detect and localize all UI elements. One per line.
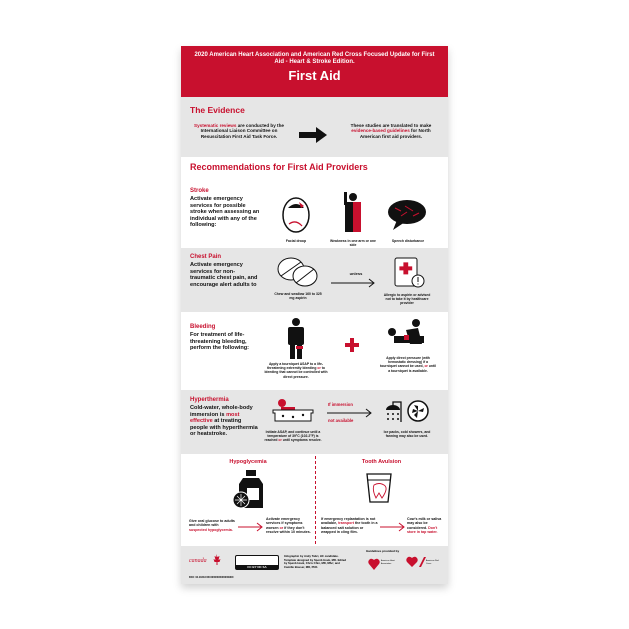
hypoglycemia-right-or: or: [279, 525, 284, 530]
arrow-right-icon: [331, 278, 376, 288]
arrow-label-top: If immersion: [328, 402, 353, 407]
arrow-right-icon: [299, 127, 327, 143]
stroke-caption-1: Facial droop: [285, 239, 307, 243]
tooth-right-red: Don't store in tap water.: [407, 525, 438, 535]
tooth-left-b: the tooth in a balanced salt solution or wrapped in cling film.: [321, 521, 378, 535]
glucose-bottle-icon: [231, 470, 267, 510]
fan-icon: [407, 400, 429, 422]
hypoglycemia-right-b: if they don't resolve within 10 minutes.: [266, 525, 311, 535]
plus-icon: [345, 338, 359, 352]
arc-label: American Red Cross: [426, 560, 439, 565]
tooth-left-a: If emergency replantation is not available,: [321, 517, 376, 526]
hyperthermia-text-red: most effective: [190, 411, 240, 425]
arc-heart-logo-icon: [406, 556, 426, 568]
shower-icon: [383, 398, 403, 424]
header: [181, 46, 448, 97]
hyperthermia-section: [181, 390, 448, 454]
unless-label: unless: [349, 271, 363, 276]
bottom-section: [181, 456, 448, 546]
hypoglycemia-left-text: [189, 519, 235, 532]
hypoglycemia-right-a: Activate emergency services if symptoms worsen: [266, 517, 303, 530]
stroke-caption-3: Speech disturbance: [391, 239, 425, 243]
canada-logo: canada: [189, 558, 207, 564]
hyperthermia-caption-1: [264, 430, 322, 443]
infographic: [181, 46, 448, 584]
hyperthermia-heading: Hyperthermia: [190, 397, 229, 403]
arm-weakness-icon: [341, 192, 365, 236]
stroke-text: Activate emergency services for possible stroke when assessing an individual with any of the following:: [190, 196, 260, 229]
evidence-section: [181, 97, 448, 157]
cc-license-badge: [235, 555, 279, 570]
recommendations-heading: Recommendations for First Aid Providers: [190, 162, 368, 172]
aha-label: American Heart Association: [381, 560, 395, 565]
tooth-heading: Tooth Avulsion: [361, 459, 402, 465]
hyperthermia-text-b: at treating people with hyperthermia or heatstroke.: [190, 418, 258, 438]
bathtub-icon: [271, 398, 315, 426]
header-subtitle: 2020 American Heart Association and American Red Cross Focused Update for First Aid - Heart & Stroke Edition.: [194, 52, 435, 65]
tourniquet-person-icon: [285, 318, 307, 360]
stroke-heading: Stroke: [190, 188, 209, 194]
arrow-label-bottom: not available: [328, 418, 354, 423]
chest-caption-1: Chew and swallow 160 to 325 mg aspirin: [274, 292, 322, 301]
chest-heading: Chest Pain: [190, 254, 222, 260]
bleeding-caption-1-or: or: [317, 366, 321, 371]
tooth-in-glass-icon: [365, 472, 393, 504]
tooth-left-text: [321, 517, 379, 535]
bleeding-caption-2-or: or: [424, 364, 428, 369]
stroke-section: [181, 182, 448, 246]
hypoglycemia-left-red: suspected hypoglycemia.: [189, 527, 233, 532]
bleeding-section: [181, 312, 448, 390]
credits-text: Infographic by Andy Tabri, HC candidate. Template designed by Spenb Hoek, MD. Edited by Spenb Hoek, Chris Chin, MD, MSc; and Camille Bouser, MD, PhD.: [284, 554, 347, 569]
evidence-left-text: [189, 123, 289, 139]
arrow-right-icon: [238, 522, 264, 532]
tooth-left-red: transport: [338, 521, 354, 526]
facial-droop-icon: [280, 196, 312, 234]
divider: [315, 456, 316, 544]
tooth-right-a: Cow's milk or saliva may also be considered.: [407, 517, 442, 530]
bleeding-caption-1: [261, 362, 331, 379]
bleeding-caption-1-b: to bleeding that cannot be controlled with direct pressure.: [264, 366, 328, 379]
cc-license-text: CC BY NC SA: [236, 565, 278, 569]
bleeding-caption-2-a: Apply direct pressure (with hemostatic dressing) if a tourniquet cannot be used,: [380, 356, 430, 369]
chest-caption-2: Allergic to aspirin or advised not to take it by healthcare provider: [383, 293, 431, 306]
doi-text: DOI: 10.1161/CIR.0000000000000900: [189, 576, 234, 579]
hyperthermia-text: [190, 405, 260, 438]
hypoglycemia-left-a: Give oral glucose to adults and children with: [189, 519, 235, 528]
hyperthermia-caption-1-or: or: [278, 438, 282, 443]
evidence-right-pre: These studies are translated to make: [350, 123, 432, 128]
evidence-right-red: evidence-based guidelines: [351, 128, 410, 134]
footer: [181, 546, 448, 584]
evidence-left-rest: are conducted by the International Liaison Committee on Resuscitation First Aid Task Force.: [200, 123, 284, 139]
direct-pressure-icon: [386, 318, 430, 352]
bleeding-heading: Bleeding: [190, 324, 216, 330]
hyperthermia-text-a: Cold-water, whole-body immersion is: [190, 405, 253, 418]
aha-logo-icon: [368, 557, 380, 571]
evidence-left-red: Systematic reviews: [194, 123, 237, 128]
evidence-right-post: for North American first aid providers.: [359, 128, 431, 139]
aspirin-icon: [276, 256, 320, 288]
bleeding-caption-1-a: Apply a tourniquet ASAP to a life-threatening extremity bleeding: [267, 362, 324, 371]
arrow-right-icon: [380, 522, 406, 532]
medical-record-icon: [393, 256, 425, 290]
bleeding-caption-2: [380, 356, 436, 373]
speech-bubble-icon: [387, 198, 427, 232]
maple-leaf-icon: [210, 554, 222, 566]
tooth-right-text: [407, 517, 445, 535]
chest-text: Activate emergency services for non-traumatic chest pain, and encourage alert adults to: [190, 262, 258, 288]
hypoglycemia-right-text: [266, 517, 312, 535]
hyperthermia-caption-1-b: until symptoms resolve.: [281, 438, 322, 443]
bleeding-caption-2-b: until a tourniquet is available.: [388, 364, 436, 373]
header-title: First Aid: [288, 68, 341, 83]
hyperthermia-caption-1-a: Initiate ASAP, and continue until a temperature of 39°C (102.2°F) is reached: [264, 430, 321, 443]
chest-pain-section: [181, 248, 448, 312]
stroke-caption-2: Weakness in one arm or one side: [330, 239, 376, 248]
hyperthermia-caption-2: Ice packs, cold showers, and fanning may also be used.: [383, 430, 431, 439]
guidelines-label: Guidelines provided by: [366, 549, 400, 553]
bleeding-text: For treatment of life-threatening bleeding, perform the following:: [190, 332, 250, 352]
hypoglycemia-heading: Hypoglycemia: [229, 459, 267, 465]
evidence-heading: The Evidence: [190, 105, 245, 115]
arrow-right-icon: [327, 408, 373, 418]
evidence-right-text: [341, 123, 441, 139]
